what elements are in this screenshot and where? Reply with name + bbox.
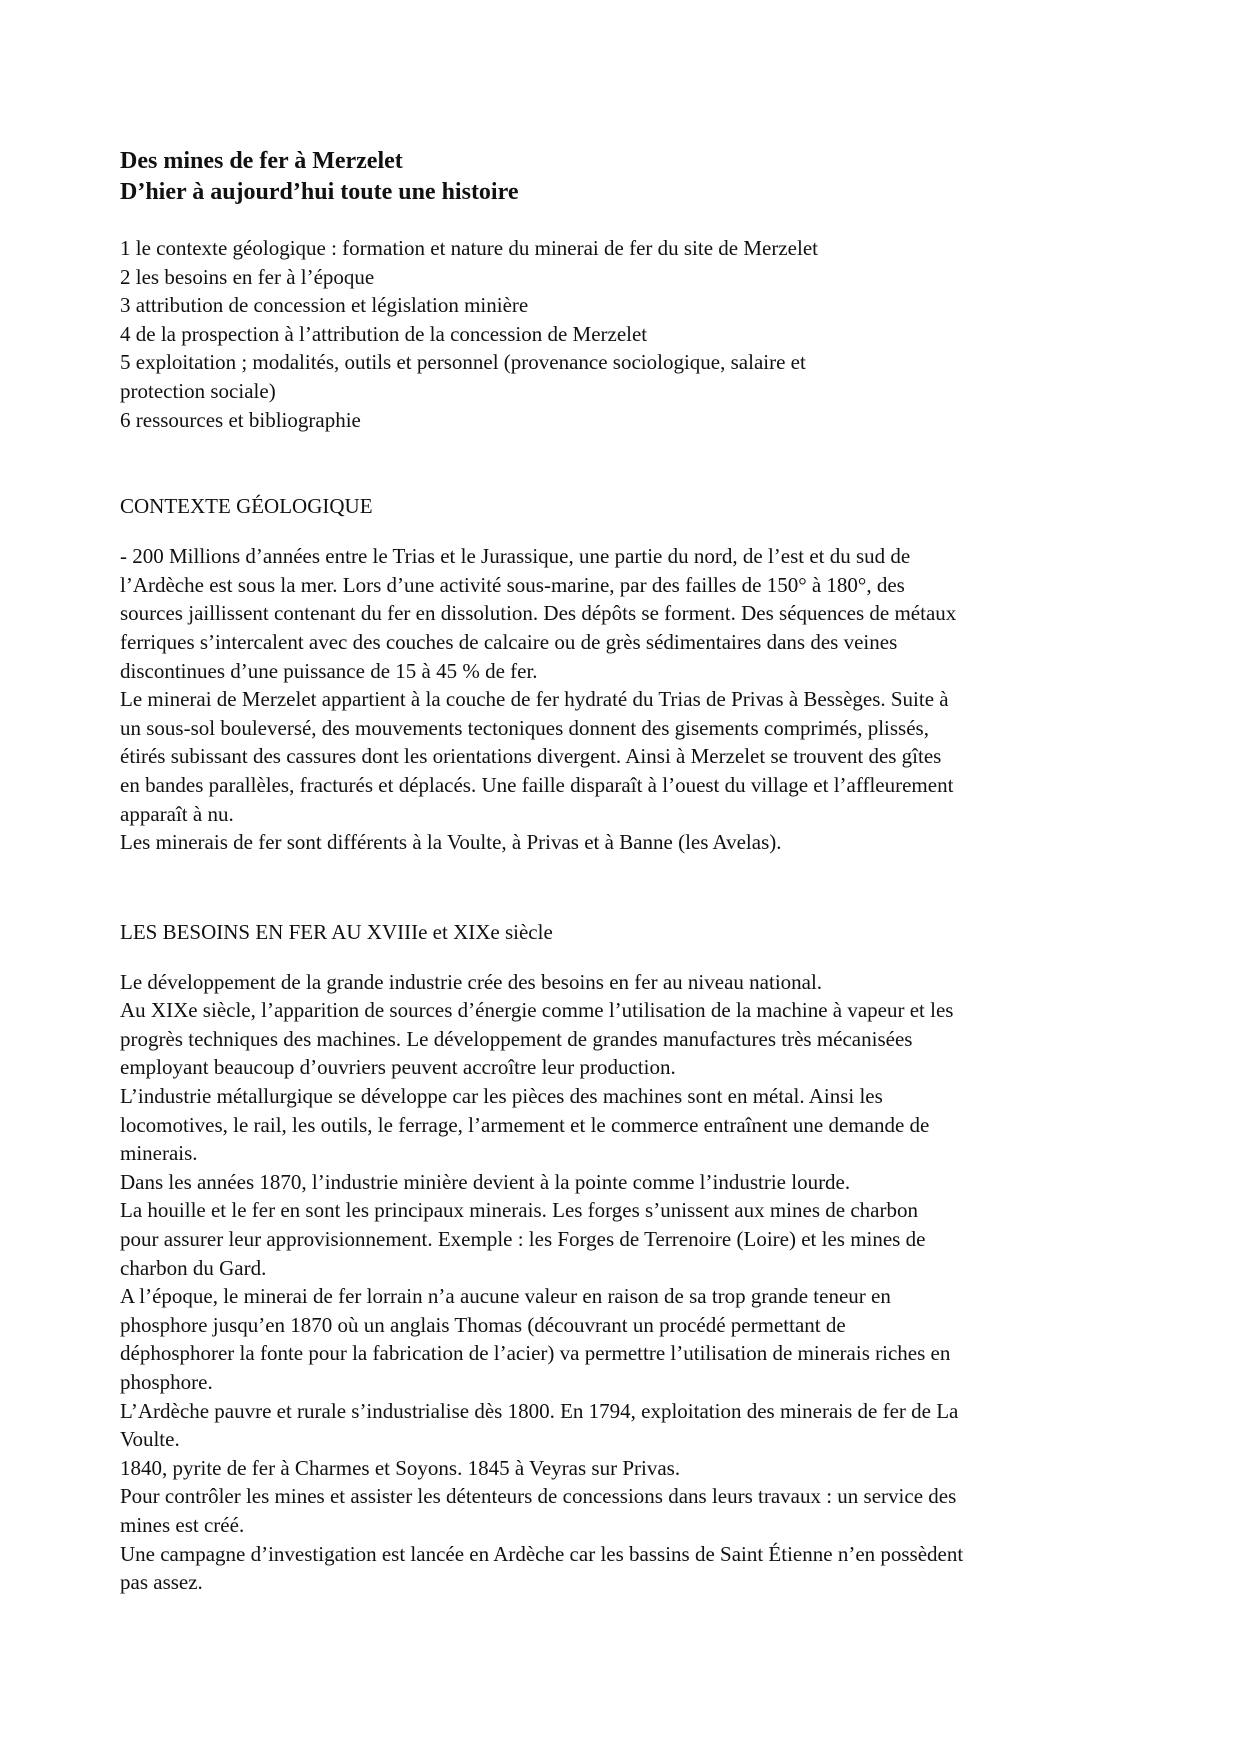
text-line: apparaît à nu.: [120, 801, 234, 826]
text-line: - 200 Millions d’années entre le Trias et le Jurassique, une partie du nord, de l’est et du sud de: [120, 544, 911, 569]
text-line: Dans les années 1870, l’industrie minière devient à la pointe comme l’industrie lourde.: [120, 1169, 851, 1194]
text-line: l’Ardèche est sous la mer. Lors d’une activité sous-marine, par des failles de 150° à 180°, des: [120, 572, 905, 597]
text-line: Pour contrôler les mines et assister les détenteurs de concessions dans leurs travaux : un service des: [120, 1484, 957, 1509]
text-line: ferriques s’intercalent avec des couches de calcaire ou de grès sédimentaires dans des veines: [120, 629, 898, 654]
toc-item: 1 le contexte géologique : formation et nature du minerai de fer du site de Merzelet: [120, 236, 818, 260]
text-line: en bandes parallèles, fracturés et déplacés. Une faille disparaît à l’ouest du village et l’affleurement: [120, 772, 954, 797]
toc-item: 2 les besoins en fer à l’époque: [120, 264, 375, 289]
text-line: Le développement de la grande industrie crée des besoins en fer au niveau national.: [120, 969, 823, 994]
text-line: charbon du Gard.: [120, 1255, 267, 1280]
toc-item: 5 exploitation ; modalités, outils et personnel (provenance sociologique, salaire et: [120, 350, 806, 375]
table-of-contents: [120, 234, 1140, 434]
text-line: pour assurer leur approvisionnement. Exemple : les Forges de Terrenoire (Loire) et les mines de: [120, 1227, 926, 1252]
title-line-2: D’hier à aujourd’hui toute une histoire: [120, 179, 519, 205]
text-line: L’industrie métallurgique se développe car les pièces des machines sont en métal. Ainsi les: [120, 1084, 883, 1109]
text-line: progrès techniques des machines. Le développement de grandes manufactures très mécanisées: [120, 1026, 913, 1051]
text-line: Les minerais de fer sont différents à la Voulte, à Privas et à Banne (les Avelas).: [120, 830, 782, 855]
text-line: discontinues d’une puissance de 15 à 45 % de fer.: [120, 658, 538, 683]
text-line: locomotives, le rail, les outils, le ferrage, l’armement et le commerce entraînent une demande de: [120, 1112, 930, 1137]
document-title: [120, 146, 1140, 208]
text-line: mines est créé.: [120, 1512, 245, 1537]
text-line: sources jaillissent contenant du fer en dissolution. Des dépôts se forment. Des séquences de métaux: [120, 601, 957, 626]
text-line: Le minerai de Merzelet appartient à la couche de fer hydraté du Trias de Privas à Bessèges. Suite à: [120, 687, 949, 712]
text-line: phosphore jusqu’en 1870 où un anglais Thomas (découvrant un procédé permettant de: [120, 1312, 846, 1337]
section-body-iron-needs: [120, 968, 1140, 1597]
document-page: [120, 146, 1140, 1597]
text-line: phosphore.: [120, 1370, 213, 1394]
text-line: Voulte.: [120, 1427, 180, 1452]
toc-item: 6 ressources et bibliographie: [120, 407, 361, 432]
text-line: Une campagne d’investigation est lancée en Ardèche car les bassins de Saint Étienne n’en possèdent: [120, 1541, 964, 1566]
text-line: Au XIXe siècle, l’apparition de sources d’énergie comme l’utilisation de la machine à vapeur et les: [120, 998, 954, 1023]
toc-item: 4 de la prospection à l’attribution de la concession de Merzelet: [120, 321, 648, 346]
text-line: un sous-sol bouleversé, des mouvements tectoniques donnent des gisements comprimés, plissés,: [120, 715, 929, 740]
section-body-geology: [120, 542, 1140, 857]
title-line-1: Des mines de fer à Merzelet: [120, 148, 403, 174]
toc-item: protection sociale): [120, 378, 276, 403]
text-line: L’Ardèche pauvre et rurale s’industrialise dès 1800. En 1794, exploitation des minerais de fer de La: [120, 1398, 959, 1423]
text-line: La houille et le fer en sont les principaux minerais. Les forges s’unissent aux mines de charbon: [120, 1198, 918, 1223]
toc-item: 3 attribution de concession et législation minière: [120, 293, 529, 318]
text-line: 1840, pyrite de fer à Charmes et Soyons. 1845 à Veyras sur Privas.: [120, 1455, 681, 1480]
text-line: étirés subissant des cassures dont les orientations divergent. Ainsi à Merzelet se trouvent des gîtes: [120, 744, 942, 769]
text-line: A l’époque, le minerai de fer lorrain n’a aucune valeur en raison de sa trop grande teneur en: [120, 1284, 891, 1309]
text-line: pas assez.: [120, 1570, 203, 1595]
text-line: employant beaucoup d’ouvriers peuvent accroître leur production.: [120, 1055, 676, 1080]
section-heading-iron-needs: LES BESOINS EN FER AU XVIIIe et XIXe siècle: [120, 919, 553, 944]
text-line: minerais.: [120, 1141, 198, 1166]
section-heading-geology: CONTEXTE GÉOLOGIQUE: [120, 494, 373, 519]
text-line: déphosphorer la fonte pour la fabrication de l’acier) va permettre l’utilisation de minerais riches en: [120, 1341, 951, 1366]
